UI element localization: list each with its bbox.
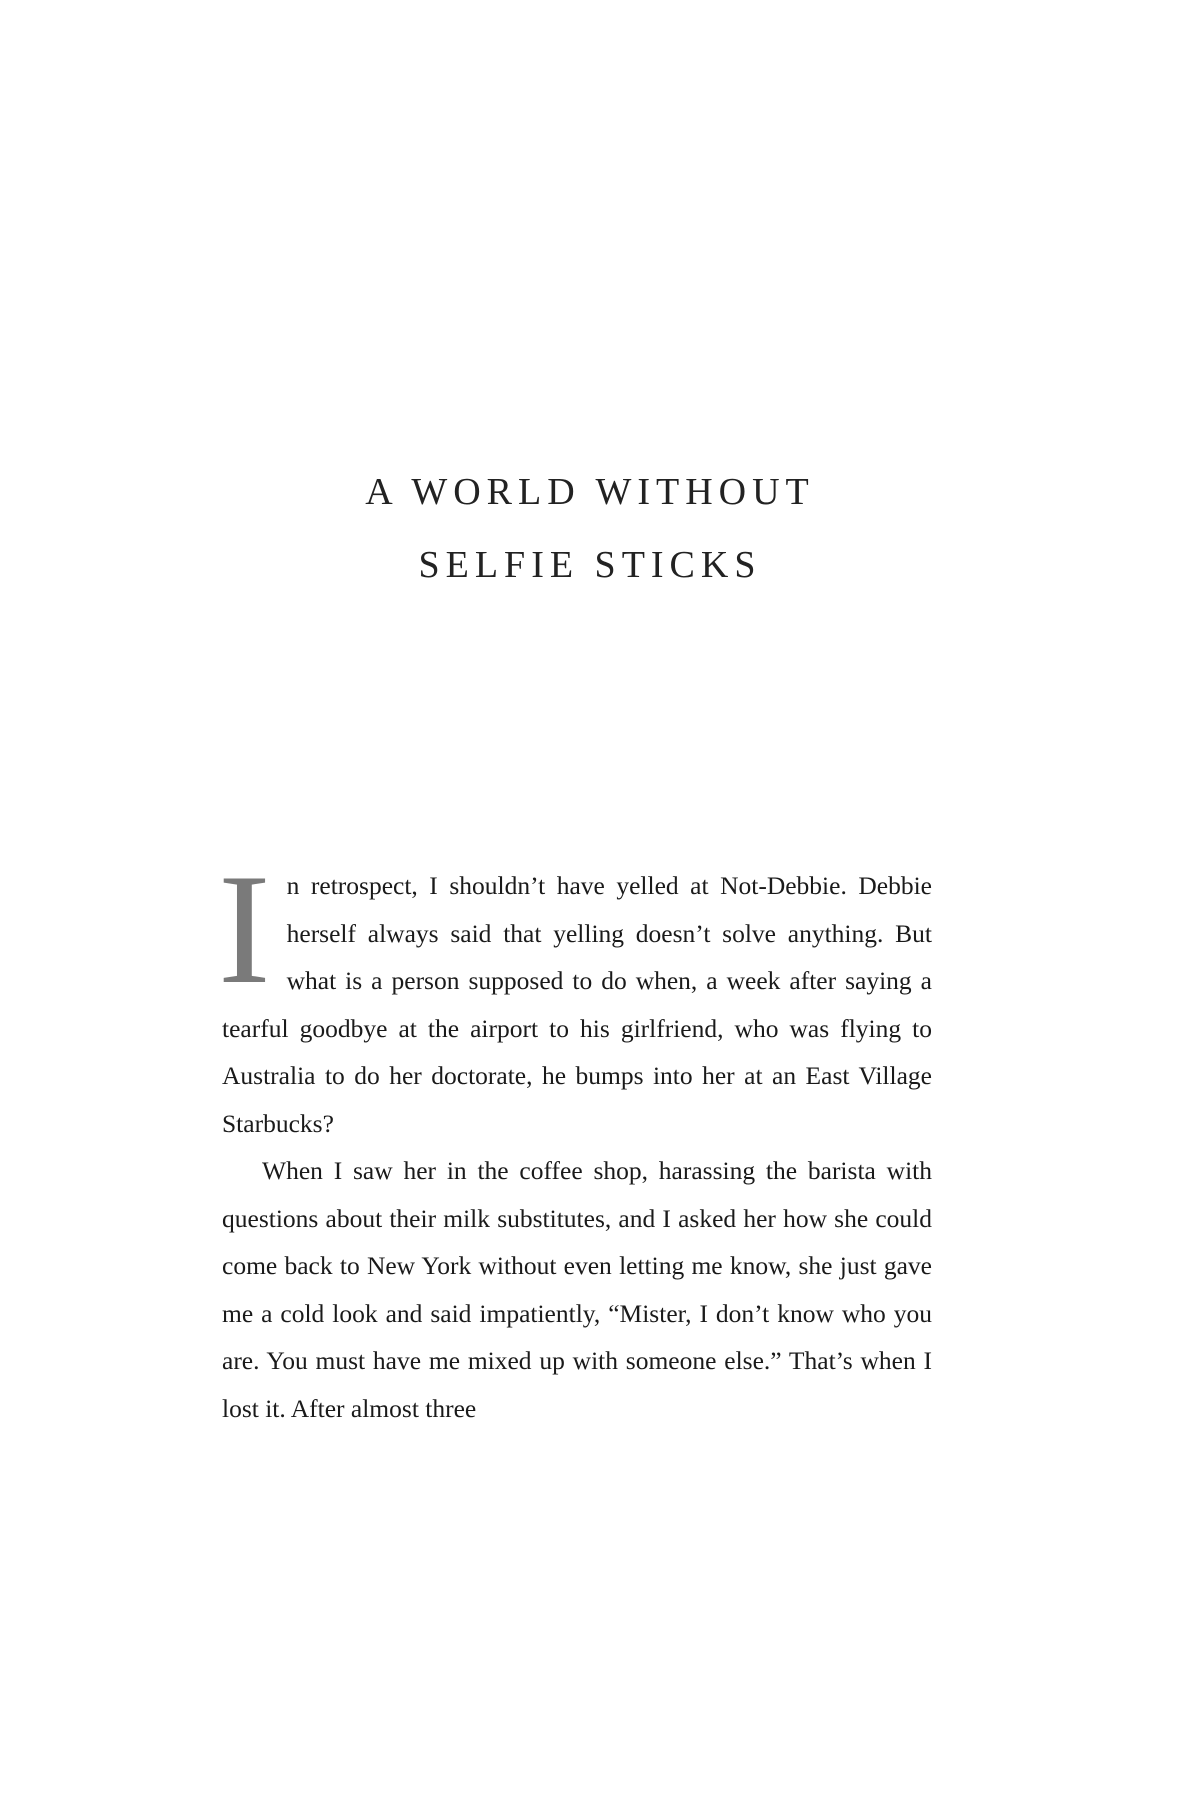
paragraph-1: [218, 842, 932, 1147]
paragraph-1-text: n retrospect, I shouldn’t have yelled at Not-Debbie. Debbie herself always said that yelling doesn’t solve anything. But what is a person supposed to do when, a week after saying a tearful goodbye at the airport to his girlfriend, who was flying to Australia to do her doctorate, he bumps into her at an East Village Starbucks?: [222, 871, 932, 1138]
drop-cap: I: [218, 842, 271, 1017]
chapter-body: [218, 842, 932, 1432]
chapter-title-line-1: A WORLD WITHOUT: [365, 471, 815, 513]
paragraph-2: When I saw her in the coffee shop, harassing the barista with questions about their milk substitutes, and I asked her how she could come back to New York without even letting me know, she just gave me a cold look and said impatiently, “Mister, I don’t know who you are. You must have me mixed up with someone else.” That’s when I lost it. After almost three: [222, 1156, 932, 1423]
chapter-title-line-2: SELFIE STICKS: [418, 544, 762, 586]
